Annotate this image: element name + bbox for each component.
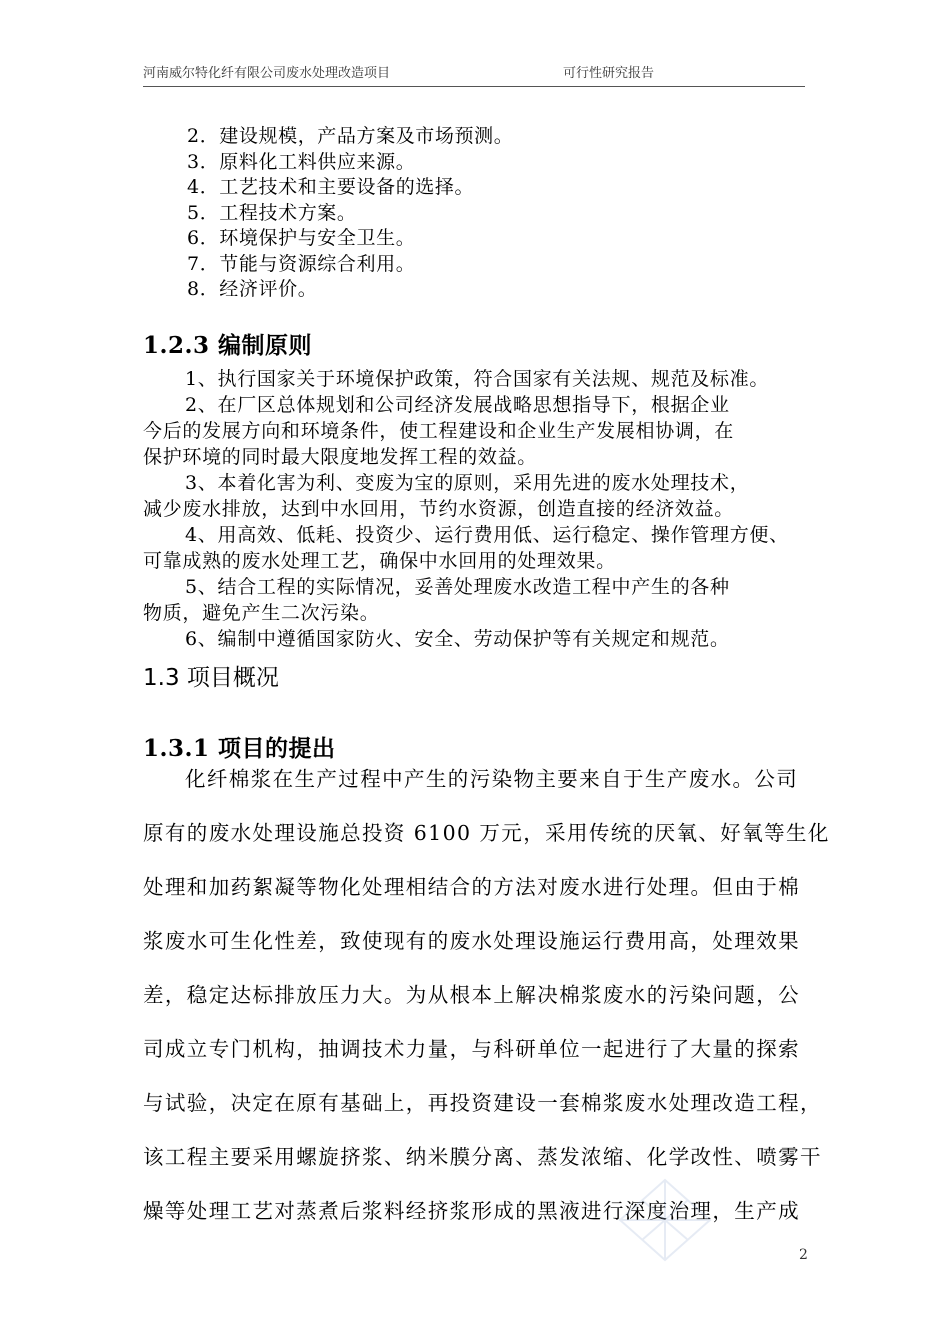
paragraph-line: 3、本着化害为利、变废为宝的原则，采用先进的废水处理技术， (185, 472, 750, 494)
principles-paragraphs (143, 366, 815, 652)
body-line: 浆废水可生化性差，致使现有的废水处理设施运行费用高，处理效果 (143, 929, 800, 953)
content-list (187, 124, 513, 303)
paragraph-line: 保护环境的同时最大限度地发挥工程的效益。 (143, 446, 538, 468)
paragraph-line: 可靠成熟的废水处理工艺，确保中水回用的处理效果。 (143, 550, 616, 572)
header-project-title: 河南威尔特化纤有限公司废水处理改造项目 (143, 66, 391, 81)
body-line: 燥等处理工艺对蒸煮后浆料经挤浆形成的黑液进行深度治理，生产成 (143, 1199, 800, 1223)
paragraph-line: 4、用高效、低耗、投资少、运行费用低、运行稳定、操作管理方便、 (185, 524, 789, 546)
header-report-type: 可行性研究报告 (563, 66, 655, 81)
list-item: 8．经济评价。 (187, 278, 318, 300)
list-item: 2．建设规模，产品方案及市场预测。 (187, 125, 514, 147)
paragraph-line: 物质，避免产生二次污染。 (143, 602, 380, 624)
paragraph-line: 2、在厂区总体规划和公司经济发展战略思想指导下，根据企业 (185, 394, 730, 416)
project-proposal-body (143, 752, 830, 1238)
list-item: 3．原料化工料供应来源。 (187, 150, 416, 173)
section-heading-1-3: 1.3 项目概况 (143, 665, 279, 691)
paragraph-line: 减少废水排放，达到中水回用，节约水资源，创造直接的经济效益。 (143, 498, 735, 520)
header-divider (143, 86, 805, 87)
paragraph-line: 6、编制中遵循国家防火、安全、劳动保护等有关规定和规范。 (185, 628, 730, 650)
watermark-logo-icon (600, 1170, 730, 1270)
paragraph-line: 1、执行国家关于环境保护政策，符合国家有关法规、规范及标准。 (185, 368, 770, 390)
paragraph-line: 5、结合工程的实际情况，妥善处理废水改造工程中产生的各种 (185, 576, 730, 598)
body-line: 差，稳定达标排放压力大。为从根本上解决棉浆废水的污染问题，公 (143, 983, 800, 1007)
body-line: 原有的废水处理设施总投资 6100 万元，采用传统的厌氧、好氧等生化 (143, 821, 830, 845)
list-item: 4．工艺技术和主要设备的选择。 (187, 176, 475, 198)
body-line: 处理和加药絮凝等物化处理相结合的方法对废水进行处理。但由于棉 (143, 875, 800, 899)
list-item: 6．环境保护与安全卫生。 (187, 227, 416, 249)
section-heading-1-2-3: 1.2.3 编制原则 (143, 332, 313, 359)
body-line: 司成立专门机构，抽调技术力量，与科研单位一起进行了大量的探索 (143, 1037, 800, 1061)
body-line: 与试验，决定在原有基础上，再投资建设一套棉浆废水处理改造工程， (143, 1091, 822, 1115)
section-heading-1-3-1: 1.3.1 项目的提出 (143, 735, 336, 762)
paragraph-line: 今后的发展方向和环境条件，使工程建设和企业生产发展相协调，在 (143, 420, 735, 442)
list-item: 7．节能与资源综合利用。 (187, 252, 416, 275)
body-line: 该工程主要采用螺旋挤浆、纳米膜分离、蒸发浓缩、化学改性、喷雾干 (143, 1145, 822, 1169)
body-line: 化纤棉浆在生产过程中产生的污染物主要来自于生产废水。公司 (185, 767, 799, 791)
page-number: 2 (799, 1247, 808, 1263)
list-item: 5．工程技术方案。 (187, 201, 357, 224)
